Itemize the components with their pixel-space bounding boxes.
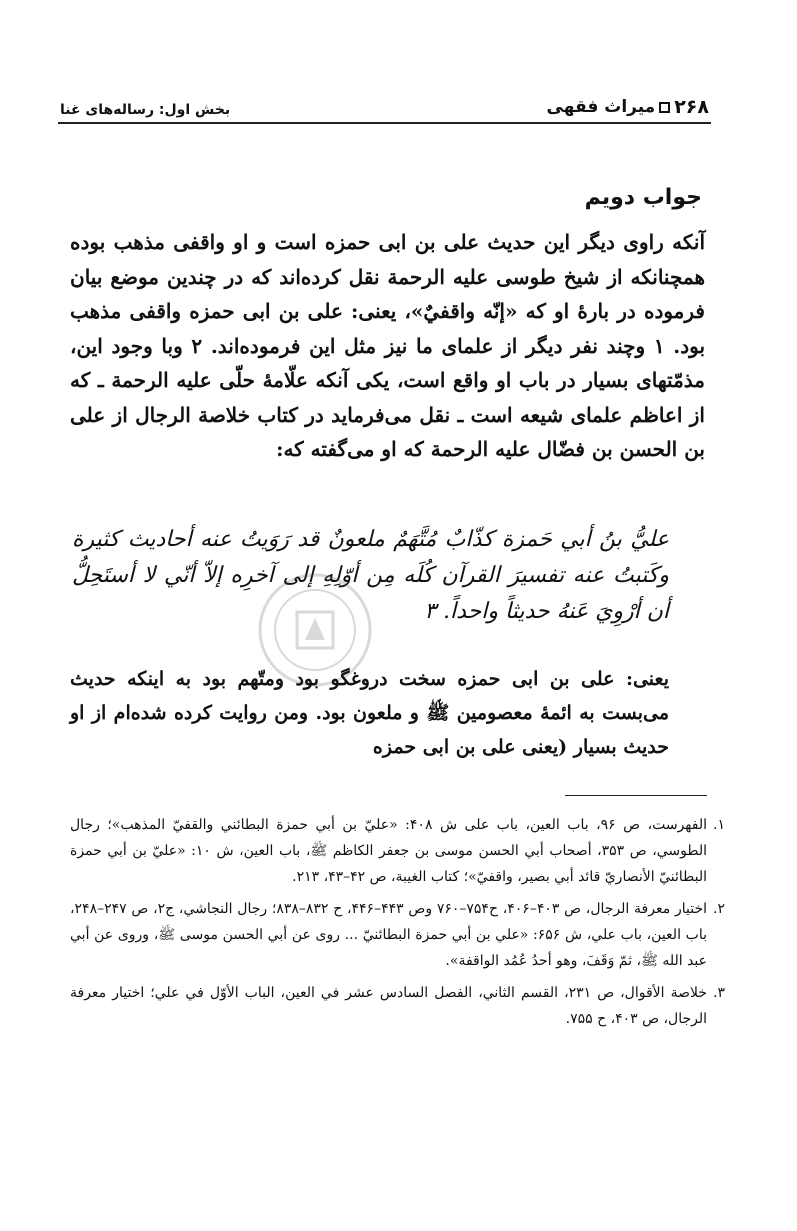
book-title: میراث فقهی (546, 97, 656, 117)
header-book-info (547, 96, 709, 118)
footnote-text: خلاصة الأقوال، ص ۲۳۱، القسم الثاني، الفصل السادس عشر في العين، الباب الأوّل في علي؛ اختيار معرفة الرجال، ص ۴۰۳، ح ۷۵۵. (70, 985, 707, 1027)
body-paragraph: آنکه راوی دیگر این حدیث علی بن ابی حمزه است و او واقفی مذهب بوده همچنانکه از شیخ طوسی علیه الرحمة نقل کرده‌اند که در چندین موضع بیان فرموده در بارهٔ او که «إنّه واقفيٌ»، یعنی: علی بن ابی حمزه واقفی مذهب بود. ۱ وچند نفر دیگر از علمای ما نیز مثل این فرموده‌اند. ۲ وبا وجود این، مذمّتهای بسیار در باب او واقع است، یکی آنکه علّامهٔ حلّی علیه الرحمة ـ که از اعاظم علمای شیعه است ـ نقل می‌فرماید در کتاب خلاصة الرجال از علی بن الحسن بن فضّال علیه الرحمة که او می‌گفته که: (70, 230, 706, 461)
square-bullet-icon (659, 102, 670, 113)
footnote-item (70, 980, 725, 1032)
footnote-text: الفهرست، ص ۹۶، باب العین، باب علی ش ۴۰۸: «عليّ بن أبي حمزة البطائني والقفيّ المذهب»؛ رجال الطوسي، ص ۳۵۳، أصحاب أبي الحسن موسى بن جعفر الكاظم ﷺ، باب العين، ش ۱۰: «عليّ بن أبي حمزة البطائنيّ الأنصاريّ قائد أبي بصير، واقفيّ»؛ كتاب الغيبة، ص ۴۲–۴۳، ۲۱۳. (70, 817, 707, 885)
footnote-marker: ۱. (713, 817, 725, 833)
running-header (60, 88, 709, 118)
footnote-item (70, 896, 725, 974)
header-section-title: بخش اول: رساله‌های غنا (60, 102, 231, 118)
footnote-text: اختيار معرفة الرجال، ص ۴۰۳–۴۰۶، ح۷۵۴–۷۶۰ وص ۴۴۳–۴۴۶، ح ۸۳۲–۸۳۸؛ رجال النجاشي، ج۲، ص ۲۴۷–۲۴۸، باب العين، باب علي، ش ۶۵۶: «علي بن أبي حمزة البطائنيّ ... روى عن أبي الحسن موسى ﷺ، وروى عن أبي عبد الله ﷺ، ثمّ وَقَفَ، وهو أحدُ عُمُد الواقفة». (70, 901, 707, 969)
footnote-item (70, 812, 725, 890)
footnote-marker: ۲. (713, 901, 725, 917)
arabic-quotation: عليُّ بنُ أبي حَمزة كذّابٌ مُتَّهَمٌ ملعونٌ قد رَوَيتُ عنه أحاديث كثيرة وكَتبتُ عنه تفسيرَ القرآن كُلَه مِن أوّلِهِ إلى آخرِه إلاّ أنّي لا أستَحِلُّ أن أرْوِيَ عَنهُ حديثاً واحداً. ۳ (72, 527, 669, 624)
footnote-marker: ۳. (713, 985, 725, 1001)
section-heading: جواب دویم (584, 185, 702, 210)
translation-paragraph: یعنی: علی بن ابی حمزه سخت دروغگو بود ومتّهم بود به اینکه حدیث می‌بست به ائمهٔ معصومین ﷺ و ملعون بود. ومن روایت کرده شده‌ام از او حدیث بسیار (یعنی علی بن ابی حمزه (70, 668, 669, 758)
footnotes-list (70, 812, 725, 1038)
footnote-divider (565, 795, 707, 796)
header-divider (58, 122, 711, 124)
page-number: ۲۶۸ (674, 96, 709, 118)
